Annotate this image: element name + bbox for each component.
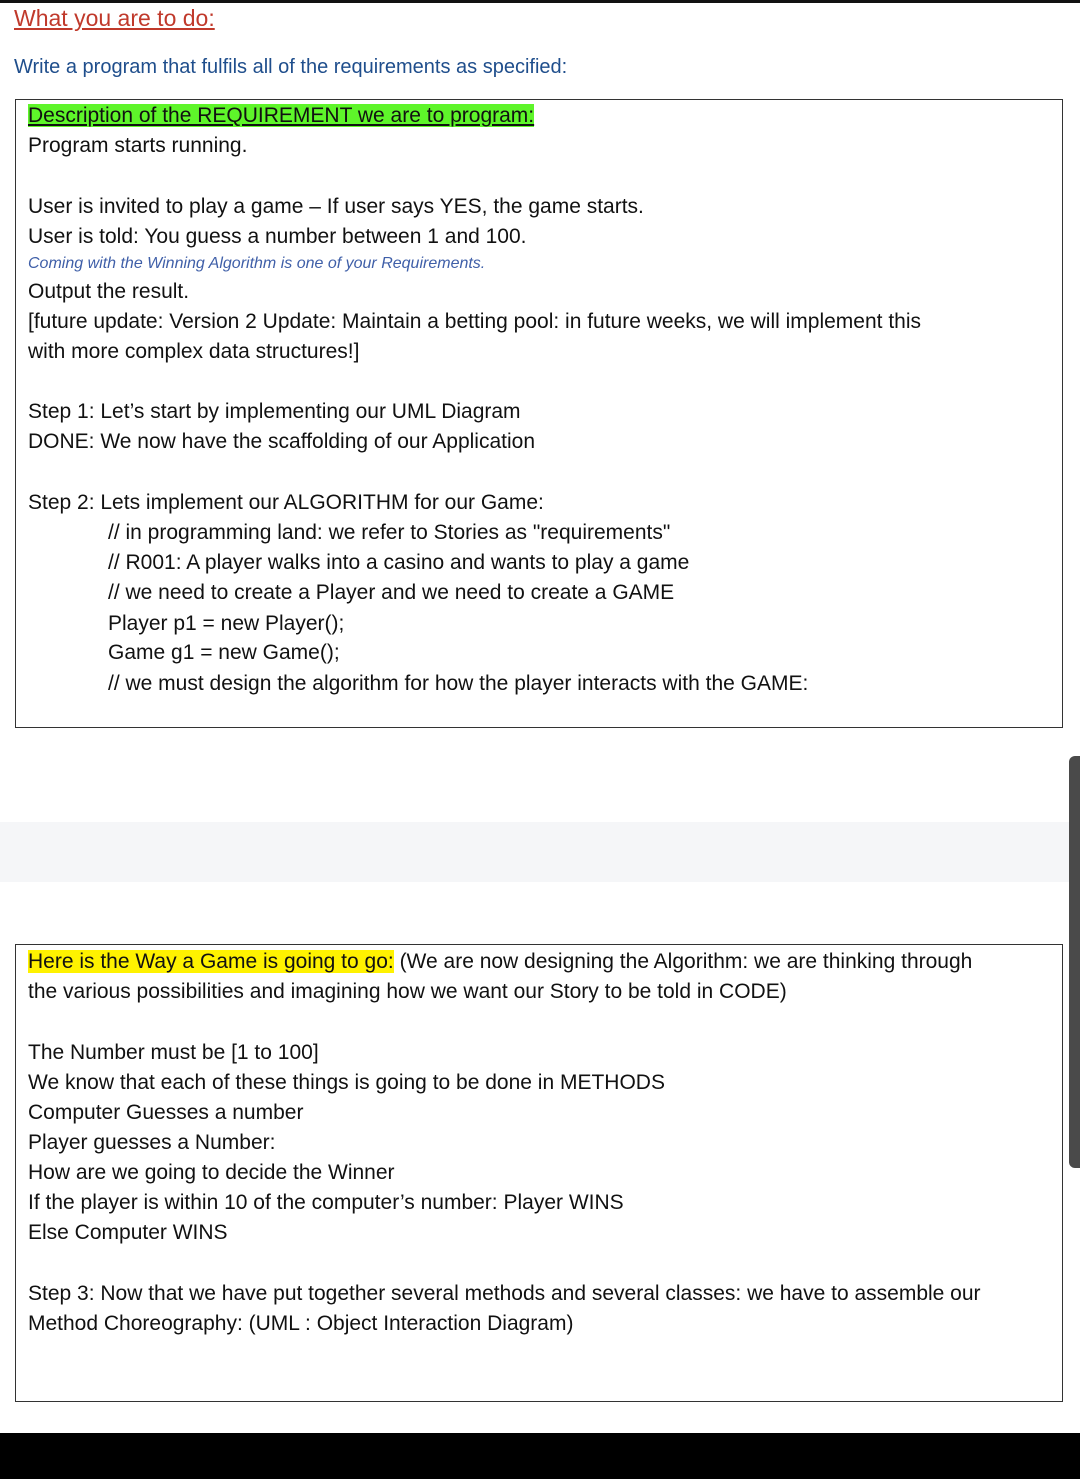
- code-line: // in programming land: we refer to Stories as "requirements": [108, 521, 671, 544]
- step-2-line: Step 2: Lets implement our ALGORITHM for our Game:: [28, 491, 544, 514]
- requirement-heading-highlight: Description of the REQUIREMENT we are to program:: [28, 104, 535, 127]
- game-line: the various possibilities and imagining how we want our Story to be told in CODE): [28, 980, 787, 1003]
- scrollbar-thumb[interactable]: [1069, 756, 1080, 1168]
- requirement-line: Program starts running.: [28, 134, 248, 157]
- page-title: What you are to do:: [14, 5, 215, 31]
- requirement-box: [15, 99, 1063, 728]
- game-heading-highlight: Here is the Way a Game is going to go:: [28, 950, 394, 973]
- game-box: [15, 944, 1063, 1402]
- page-subtitle: Write a program that fulfils all of the requirements as specified:: [14, 56, 568, 78]
- page-gap: [0, 822, 1080, 882]
- requirement-heading: [28, 102, 534, 130]
- requirement-note: Coming with the Winning Algorithm is one of your Requirements.: [28, 255, 486, 272]
- game-line: How are we going to decide the Winner: [28, 1161, 395, 1184]
- code-line: // we must design the algorithm for how the player interacts with the GAME:: [108, 672, 809, 695]
- requirement-line: User is told: You guess a number between 1 and 100.: [28, 225, 527, 248]
- code-line: // R001: A player walks into a casino and wants to play a game: [108, 551, 690, 574]
- requirement-line: User is invited to play a game – If user says YES, the game starts.: [28, 195, 644, 218]
- requirement-line: with more complex data structures!]: [28, 340, 360, 363]
- requirement-line: Output the result.: [28, 280, 190, 303]
- done-line: DONE: We now have the scaffolding of our Application: [28, 430, 536, 453]
- game-heading: [28, 948, 972, 976]
- game-line: Player guesses a Number:: [28, 1131, 276, 1154]
- code-line: // we need to create a Player and we need to create a GAME: [108, 581, 675, 604]
- code-line: Game g1 = new Game();: [108, 641, 340, 664]
- game-line: Computer Guesses a number: [28, 1101, 304, 1124]
- bottom-bar: [0, 1433, 1080, 1479]
- code-line: Player p1 = new Player();: [108, 612, 345, 635]
- game-line: Else Computer WINS: [28, 1221, 228, 1244]
- step-3-line: Method Choreography: (UML : Object Interaction Diagram): [28, 1312, 574, 1335]
- step-3-line: Step 3: Now that we have put together several methods and several classes: we have to assemble our: [28, 1282, 981, 1305]
- game-heading-rest: (We are now designing the Algorithm: we are thinking through: [393, 950, 973, 973]
- step-1-line: Step 1: Let’s start by implementing our UML Diagram: [28, 400, 521, 423]
- game-line: If the player is within 10 of the computer’s number: Player WINS: [28, 1191, 624, 1214]
- game-line: The Number must be [1 to 100]: [28, 1041, 319, 1064]
- requirement-line: [future update: Version 2 Update: Maintain a betting pool: in future weeks, we will implement this: [28, 310, 921, 333]
- game-line: We know that each of these things is going to be done in METHODS: [28, 1071, 665, 1094]
- top-rule: [0, 0, 1080, 3]
